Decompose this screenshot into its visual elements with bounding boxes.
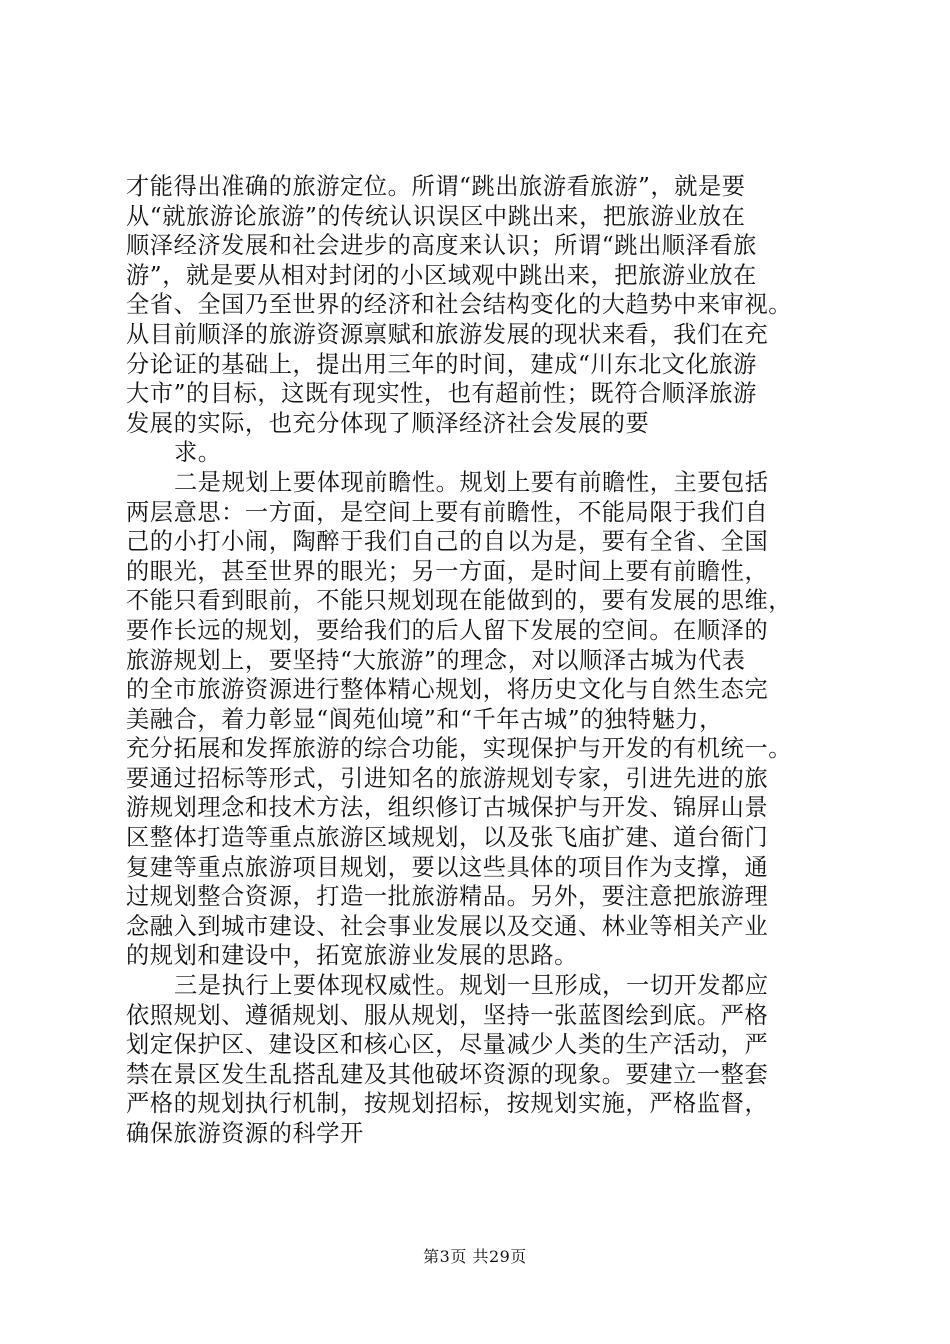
text-line: 的全市旅游资源进行整体精心规划，将历史文化与自然生态完 bbox=[126, 676, 769, 704]
text-line: 划定保护区、建设区和核心区，尽量减少人类的生产活动，严 bbox=[126, 1031, 769, 1059]
text-line: 复建等重点旅游项目规划，要以这些具体的项目作为支撑，通 bbox=[126, 853, 769, 881]
text-line: 二是规划上要体现前瞻性。规划上要有前瞻性，主要包括 bbox=[174, 468, 769, 496]
text-line: 大市”的目标，这既有现实性，也有超前性；既符合顺泽旅游 bbox=[126, 380, 757, 408]
text-line: 要通过招标等形式，引进知名的旅游规划专家，引进先进的旅 bbox=[126, 764, 769, 792]
text-line: 充分拓展和发挥旅游的综合功能，实现保护与开发的有机统一。 bbox=[126, 735, 793, 763]
text-line: 严格的规划执行机制，按规划招标，按规划实施，严格监督， bbox=[126, 1090, 769, 1118]
text-line: 旅游规划上，要坚持“大旅游”的理念，对以顺泽古城为代表 bbox=[126, 646, 746, 674]
text-line: 游规划理念和技术方法，组织修订古城保护与开发、锦屏山景 bbox=[126, 794, 769, 822]
page-number-footer: 第3页 共29页 bbox=[423, 1247, 527, 1266]
text-line: 的规划和建设中，拓宽旅游业发展的思路。 bbox=[126, 942, 578, 970]
text-line: 的眼光，甚至世界的眼光；另一方面，是时间上要有前瞻性， bbox=[126, 557, 769, 585]
text-line: 不能只看到眼前，不能只规划现在能做到的，要有发展的思维， bbox=[126, 587, 793, 615]
text-line: 两层意思：一方面，是空间上要有前瞻性，不能局限于我们自 bbox=[126, 498, 769, 526]
text-line: 分论证的基础上，提出用三年的时间，建成“川东北文化旅游 bbox=[126, 350, 757, 378]
text-line: 三是执行上要体现权威性。规划一旦形成，一切开发都应 bbox=[174, 972, 769, 1000]
text-line: 从“就旅游论旅游”的传统认识误区中跳出来，把旅游业放在 bbox=[126, 202, 746, 230]
text-line: 游”，就是要从相对封闭的小区域观中跳出来，把旅游业放在 bbox=[126, 261, 757, 289]
text-line: 过规划整合资源，打造一批旅游精品。另外，要注意把旅游理 bbox=[126, 883, 769, 911]
text-line: 禁在景区发生乱搭乱建及其他破坏资源的现象。要建立一整套 bbox=[126, 1060, 769, 1088]
text-line: 要作长远的规划，要给我们的后人留下发展的空间。在顺泽的 bbox=[126, 616, 769, 644]
text-line: 己的小打小闹，陶醉于我们自己的自以为是，要有全省、全国 bbox=[126, 528, 769, 556]
text-line: 区整体打造等重点旅游区域规划，以及张飞庙扩建、道台衙门 bbox=[126, 824, 769, 852]
text-line: 顺泽经济发展和社会进步的高度来认识；所谓“跳出顺泽看旅 bbox=[126, 232, 757, 260]
text-line: 从目前顺泽的旅游资源禀赋和旅游发展的现状来看，我们在充 bbox=[126, 320, 769, 348]
text-line: 依照规划、遵循规划、服从规划，坚持一张蓝图绘到底。严格 bbox=[126, 1001, 769, 1029]
text-line: 才能得出准确的旅游定位。所谓“跳出旅游看旅游”，就是要 bbox=[126, 173, 746, 200]
text-line: 求。 bbox=[174, 439, 222, 467]
body-text bbox=[126, 172, 846, 1149]
text-line: 全省、全国乃至世界的经济和社会结构变化的大趋势中来审视。 bbox=[126, 291, 793, 319]
text-line: 美融合，着力彰显“阆苑仙境”和“千年古城”的独特魅力， bbox=[126, 705, 723, 733]
text-line: 发展的实际，也充分体现了顺泽经济社会发展的要 bbox=[126, 409, 650, 437]
text-line: 确保旅游资源的科学开 bbox=[126, 1120, 364, 1147]
text-line: 念融入到城市建设、社会事业发展以及交通、林业等相关产业 bbox=[126, 912, 769, 940]
